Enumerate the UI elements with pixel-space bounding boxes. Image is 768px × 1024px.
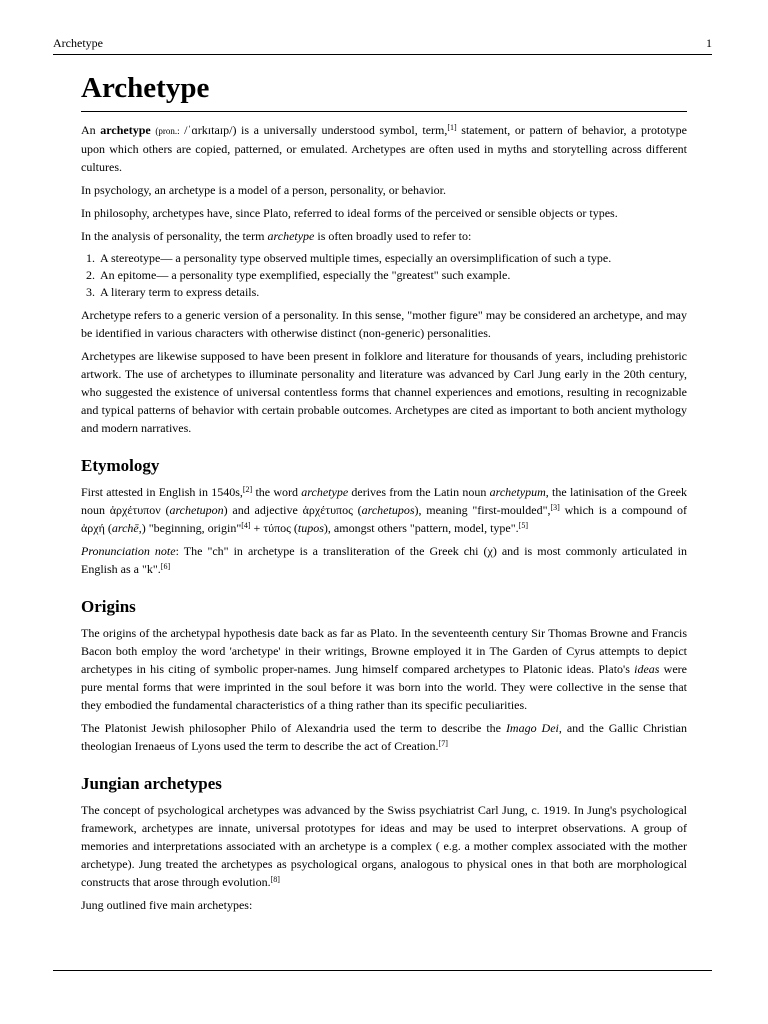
jung-concept-paragraph (81, 801, 687, 891)
term-emphasis: archē (111, 521, 139, 535)
etymology-paragraph (81, 483, 687, 537)
reference-link-2[interactable]: [2] (242, 485, 253, 494)
reference-link-5[interactable]: [5] (518, 521, 528, 530)
reference-link-3[interactable]: [3] (550, 503, 560, 512)
text: First attested in English in 1540s, (81, 485, 243, 499)
reference-link-6[interactable]: [6] (160, 562, 171, 571)
text: ) and adjective ἀρχέτυπος ( (223, 503, 362, 517)
psychology-paragraph: In psychology, an archetype is a model of a person, personality, or behavior. (81, 183, 447, 197)
footer-rule (53, 970, 712, 971)
reference-link-7[interactable]: [7] (438, 739, 448, 748)
philo-paragraph (81, 719, 687, 755)
text: : The "ch" in archetype is a transliteration of the Greek chi (χ) and is most commonly articulated in English as a "k". (81, 544, 688, 576)
article-body (81, 70, 687, 919)
note-label: Pronunciation note (81, 544, 176, 558)
text: were pure mental forms that were imprinted in the soul before it was born into the world. They were collective in the sense that they embodied the fundamental characteristics of a thing rather than its specific peculiarities. (81, 662, 687, 712)
usage-list (81, 250, 687, 301)
term-archetype: archetype (100, 123, 151, 137)
text: derives from the Latin noun (348, 485, 490, 499)
text: An (81, 123, 101, 137)
philosophy-paragraph: In philosophy, archetypes have, since Plato, referred to ideal forms of the perceived or sensible objects or types. (81, 206, 618, 220)
running-title: Archetype (53, 36, 103, 50)
term-emphasis: archetypum (489, 485, 546, 499)
origins-paragraph (81, 624, 687, 714)
text: the word (252, 485, 302, 499)
text: ), meaning "first-moulded", (414, 503, 551, 517)
text: , and the Gallic Christian theologian Irenaeus of Lyons used the term to describe the act of Creation. (81, 721, 687, 753)
page-title: Archetype (81, 70, 687, 112)
term-emphasis: archetype (301, 485, 349, 499)
five-archetypes-paragraph: Jung outlined five main archetypes: (81, 898, 253, 912)
term-emphasis: archetype (267, 229, 315, 243)
text: statement, or pattern of behavior, a prototype upon which others are copied, patterned, or emulated. Archetypes are often used in myths and storytelling across different cultures. (81, 123, 688, 174)
text: In the analysis of personality, the term (81, 229, 268, 243)
text: which is a compound of ἀρχή ( (81, 503, 688, 535)
list-item: 2. An epitome— a personality type exemplified, especially the "greatest" such example. (98, 267, 687, 284)
intro-paragraph (81, 121, 687, 176)
term-emphasis: archetupos (361, 503, 415, 517)
term-emphasis: ideas (634, 662, 660, 676)
running-header (53, 34, 712, 55)
text: , the latinisation of the Greek noun ἀρχέτυπον ( (81, 485, 687, 517)
reference-link-4[interactable]: [4] (241, 521, 251, 530)
text: ), amongst others "pattern, model, type". (323, 521, 519, 535)
personality-paragraph (81, 227, 687, 245)
folklore-paragraph: Archetypes are likewise supposed to have been present in folklore and literature for thousands of years, including prehistoric artwork. The use of archetypes to illuminate personality and literature was advanced by Carl Jung early in the 20th century, who suggested the existence of universal contentless forms that channel experiences and emotions, resulting in recognizable and typical patterns of behavior with certain probable outcomes. Archetypes are cited as important to both ancient mythology and modern narratives. (81, 349, 687, 435)
pronunciation-link[interactable]: (pron.: (155, 126, 180, 136)
list-item: 3. A literary term to express details. (98, 284, 687, 301)
text: The origins of the archetypal hypothesis date back as far as Plato. In the seventeenth century Sir Thomas Browne and Francis Bacon both employ the word 'archetype' in their writings, Browne employed it in The Garden of Cyrus attempts to depict archetypes in his citing of symbolic proper-names. Jung himself compared archetypes to Platonic ideas. Plato's (81, 626, 687, 676)
reference-link-8[interactable]: [8] (270, 875, 280, 884)
text: The concept of psychological archetypes was advanced by the Swiss psychiatrist Carl Jung, c. 1919. In Jung's psychological framework, archetypes are innate, universal prototypes for ideas and may be used to interpret observations. A group of memories and interpretations associated with an archetype is a complex ( e.g. a mother complex associated with the mother archetype). Jung treated the archetypes as psychological organs, analogous to physical ones in that both are morphological constructs that arose through evolution. (81, 803, 687, 889)
list-item: 1. A stereotype— a personality type observed multiple times, especially an oversimplification of such a type. (98, 250, 687, 267)
ipa-text: /ˈɑrkɪtaɪp/) is a universally understood symbol, term, (179, 123, 448, 137)
text: + τύπος ( (250, 521, 298, 535)
reference-link-1[interactable]: [1] (447, 123, 457, 132)
text: ,) "beginning, origin" (138, 521, 242, 535)
text: is often broadly used to refer to: (314, 229, 472, 243)
pronunciation-note-paragraph (81, 542, 687, 578)
term-emphasis: Imago Dei (505, 721, 559, 735)
term-emphasis: archetupon (169, 503, 224, 517)
text: The Platonist Jewish philosopher Philo of Alexandria used the term to describe the (81, 721, 506, 735)
page-number: 1 (706, 36, 712, 50)
section-heading-etymology: Etymology (81, 456, 160, 475)
generic-version-paragraph: Archetype refers to a generic version of a personality. In this sense, "mother figure" may be considered an archetype, and may be identified in various characters with otherwise distinct (non-generic) personalities. (81, 308, 687, 340)
section-heading-jungian-archetypes: Jungian archetypes (81, 774, 222, 793)
section-heading-origins: Origins (81, 597, 136, 616)
term-emphasis: tupos (297, 521, 324, 535)
